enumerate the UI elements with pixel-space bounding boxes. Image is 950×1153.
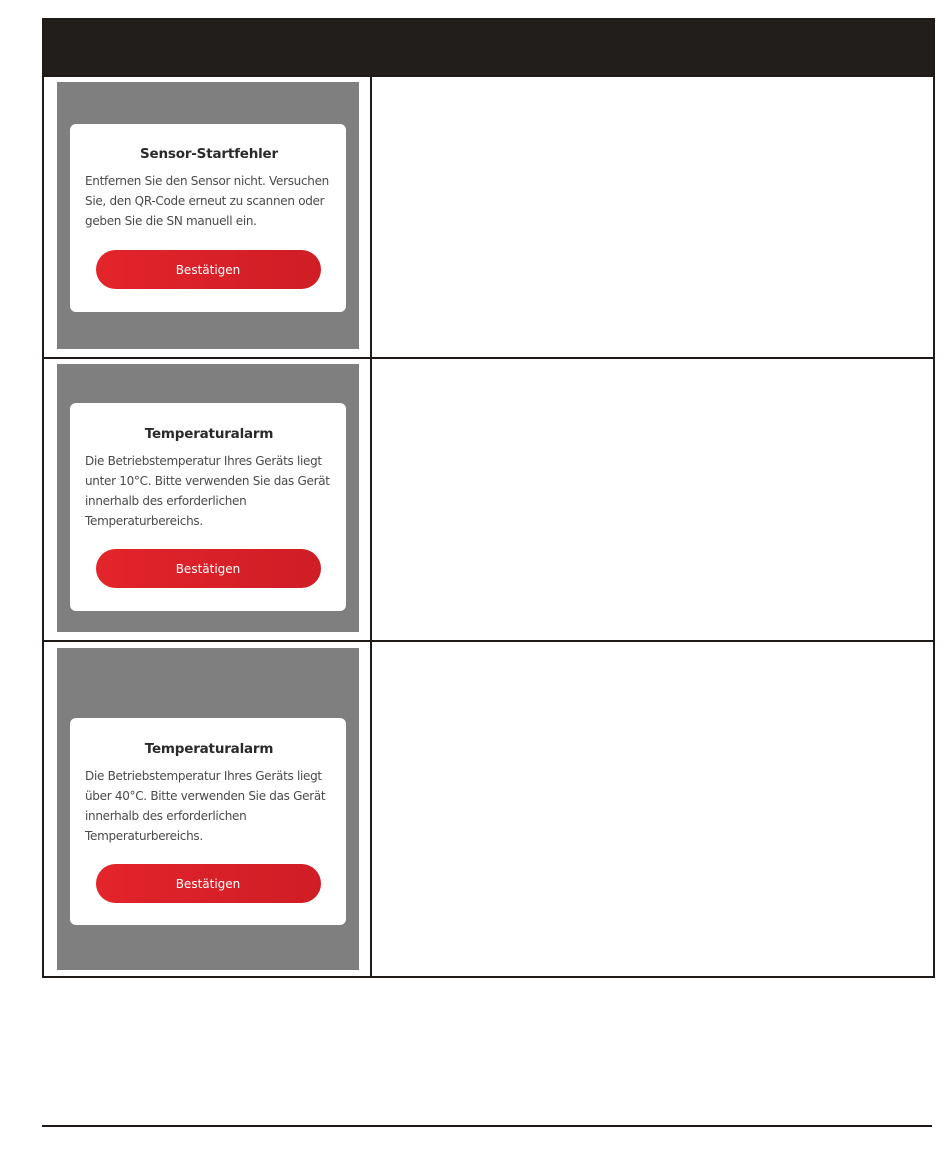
alarm-dialog [70,718,346,925]
table-row [44,75,933,357]
app-screenshot-sensor-start-error [57,82,359,349]
screenshot-cell [44,77,372,357]
screenshot-cell [44,642,372,976]
dialog-title: Sensor-Startfehler [140,146,278,162]
dialog-title: Temperaturalarm [144,426,274,442]
confirm-button[interactable]: Bestätigen [96,549,321,588]
error-message-table [42,18,935,978]
screenshot-cell [44,359,372,640]
app-screenshot-temperature-low [57,364,359,632]
footer-divider [42,1125,932,1127]
description-cell [372,77,933,357]
confirm-button[interactable]: Bestätigen [96,250,321,289]
table-row [44,640,933,976]
app-screenshot-temperature-high [57,648,359,970]
dialog-message: Die Betriebstemperatur Ihres Geräts liegt unter 10°C. Bitte verwenden Sie das Gerät innerhalb des erforderlichen Temperaturbereichs. [85,454,330,528]
dialog-message: Entfernen Sie den Sensor nicht. Versuchen Sie, den QR-Code erneut zu scannen oder geben Sie die SN manuell ein. [85,174,329,228]
dialog-message: Die Betriebstemperatur Ihres Geräts liegt über 40°C. Bitte verwenden Sie das Gerät innerhalb des erforderlichen Temperaturbereichs. [85,769,326,843]
description-cell [372,359,933,640]
error-dialog [70,124,346,312]
alarm-dialog [70,403,346,611]
table-row [44,357,933,640]
description-cell [372,642,933,976]
confirm-button[interactable]: Bestätigen [96,864,321,903]
table-header [44,20,933,75]
dialog-title: Temperaturalarm [144,741,274,757]
